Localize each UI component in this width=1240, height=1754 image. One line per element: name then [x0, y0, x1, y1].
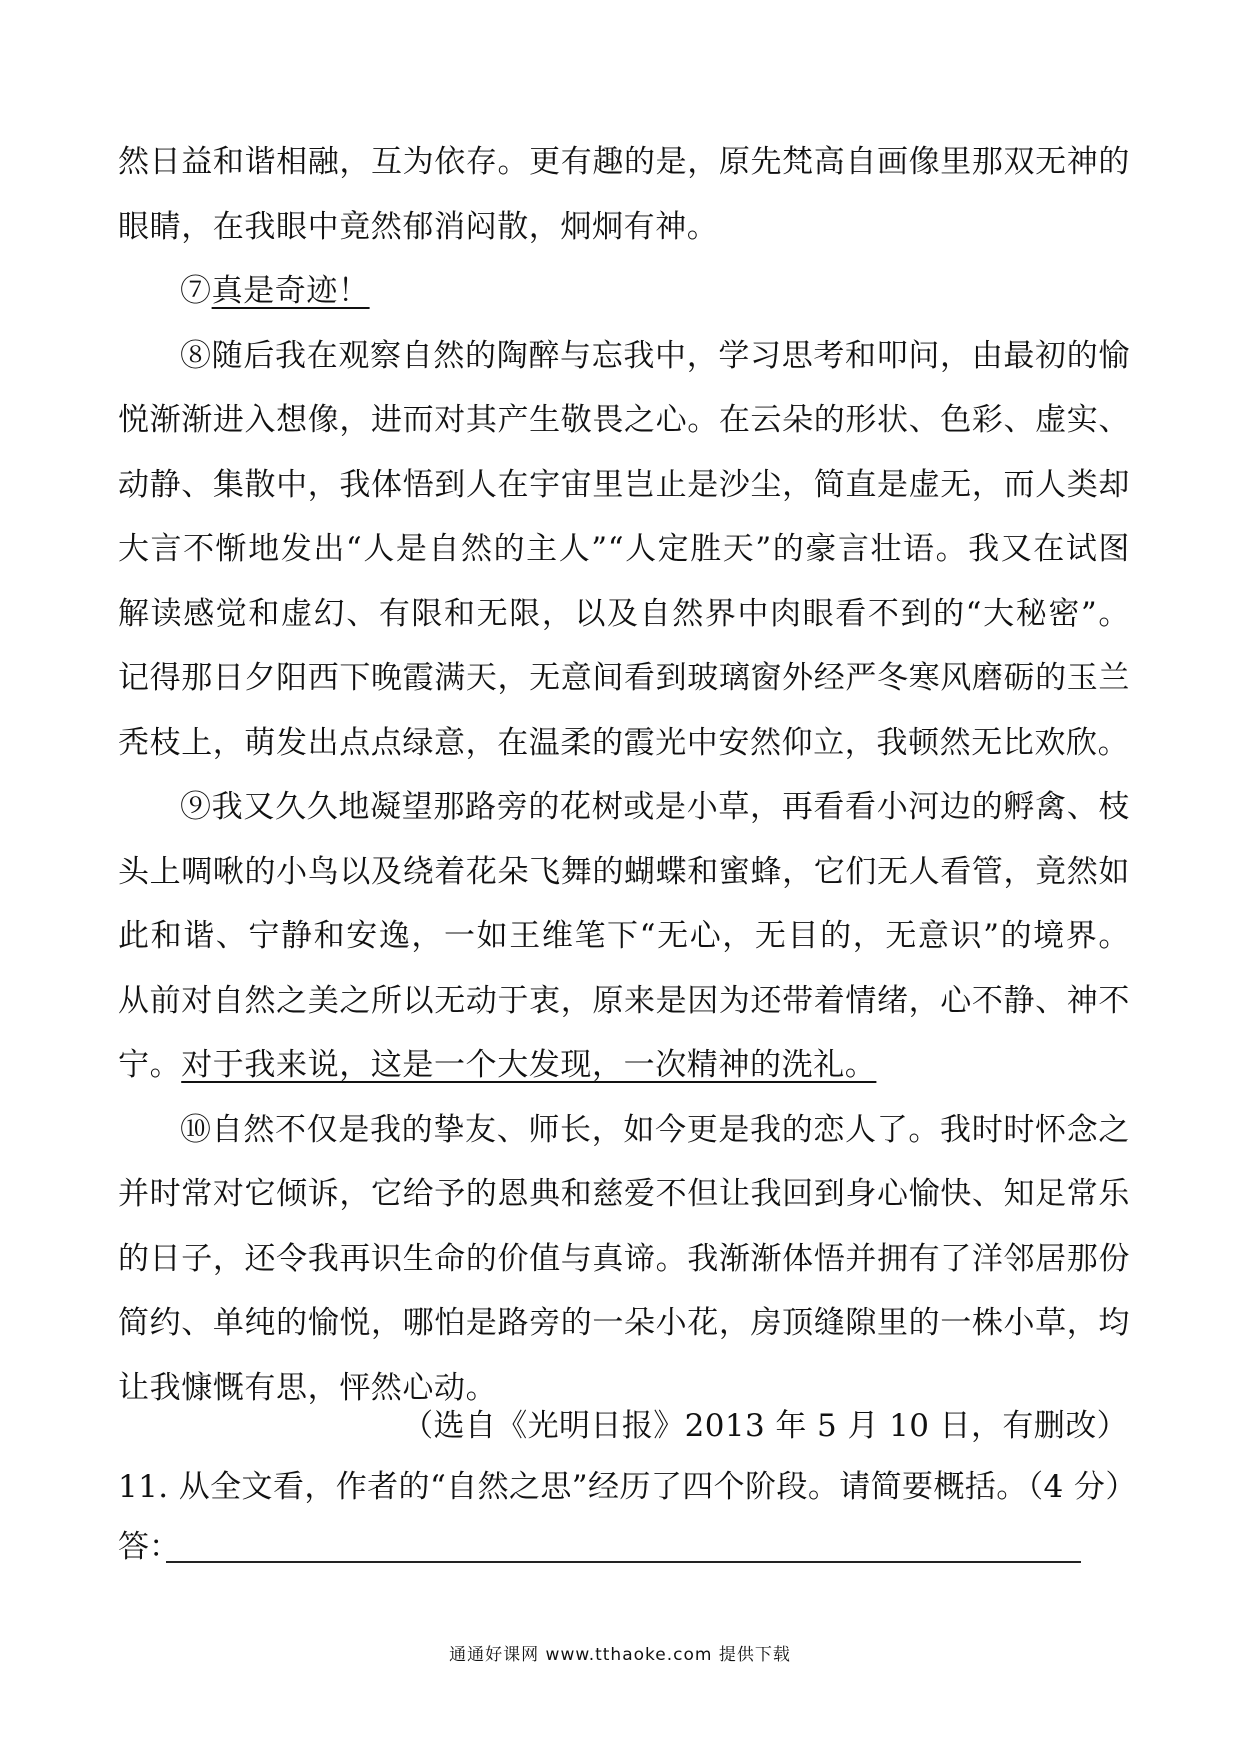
- paragraph-6-ending: 然日益和谐相融，互为依存。更有趣的是，原先梵高自画像里那双无神的眼睛，在我眼中竟然郁消闷散，炯炯有神。: [118, 144, 1130, 245]
- paragraph-9-text: ⑨我又久久地凝望那路旁的花树或是小草，再看看小河边的孵禽、枝头上啁啾的小鸟以及绕着花朵飞舞的蝴蝶和蜜蜂，它们无人看管，竟然如此和谐、宁静和安逸，一如王维笔下“无心，无目的，无意识”的境界。从前对自然之美之所以无动于衷，原来是因为还带着情绪，心不静、神不宁。: [118, 789, 1130, 1083]
- paragraph-7: [118, 259, 1130, 324]
- question-11: 11. 从全文看，作者的“自然之思”经历了四个阶段。请简要概括。（4 分）: [118, 1469, 1137, 1505]
- answer-area[interactable]: [118, 1527, 1118, 1573]
- paragraph-9: [118, 775, 1130, 1098]
- passage-continued: [118, 130, 1130, 1420]
- paragraph-10: ⑩自然不仅是我的挚友、师长，如今更是我的恋人了。我时时怀念之并时常对它倾诉，它给予的恩典和慈爱不但让我回到身心愉快、知足常乐的日子，还令我再识生命的价值与真谛。我渐渐体悟并拥有了洋邻居那份简约、单纯的愉悦，哪怕是路旁的一朵小花，房顶缝隙里的一株小草，均让我慷慨有思，怦然心动。: [118, 1111, 1130, 1406]
- answer-blank-line[interactable]: [166, 1561, 1081, 1563]
- paragraph-7-underlined-text: 真是奇迹！: [211, 273, 370, 309]
- paragraph-7-marker: ⑦: [180, 273, 212, 309]
- paragraph-9-underlined-sentence: 对于我来说，这是一个大发现，一次精神的洗礼。: [181, 1047, 877, 1083]
- source-citation: （选自《光明日报》2013 年 5 月 10 日，有删改）: [402, 1408, 1128, 1444]
- paragraph-8: ⑧随后我在观察自然的陶醉与忘我中，学习思考和叩问，由最初的愉悦渐渐进入想像，进而对其产生敬畏之心。在云朵的形状、色彩、虚实、动静、集散中，我体悟到人在宇宙里岂止是沙尘，简直是虚无，而人类却大言不惭地发出“人是自然的主人”“人定胜天”的豪言壮语。我又在试图解读感觉和虚幻、有限和无限，以及自然界中肉眼看不到的“大秘密”。记得那日夕阳西下晚霞满天，无意间看到玻璃窗外经严冬寒风磨砺的玉兰秃枝上，萌发出点点绿意，在温柔的霞光中安然仰立，我顿然无比欢欣。: [118, 337, 1130, 761]
- footer-download-note: 通通好课网 www.tthaoke.com 提供下载: [449, 1645, 791, 1665]
- answer-label: 答：: [118, 1529, 180, 1565]
